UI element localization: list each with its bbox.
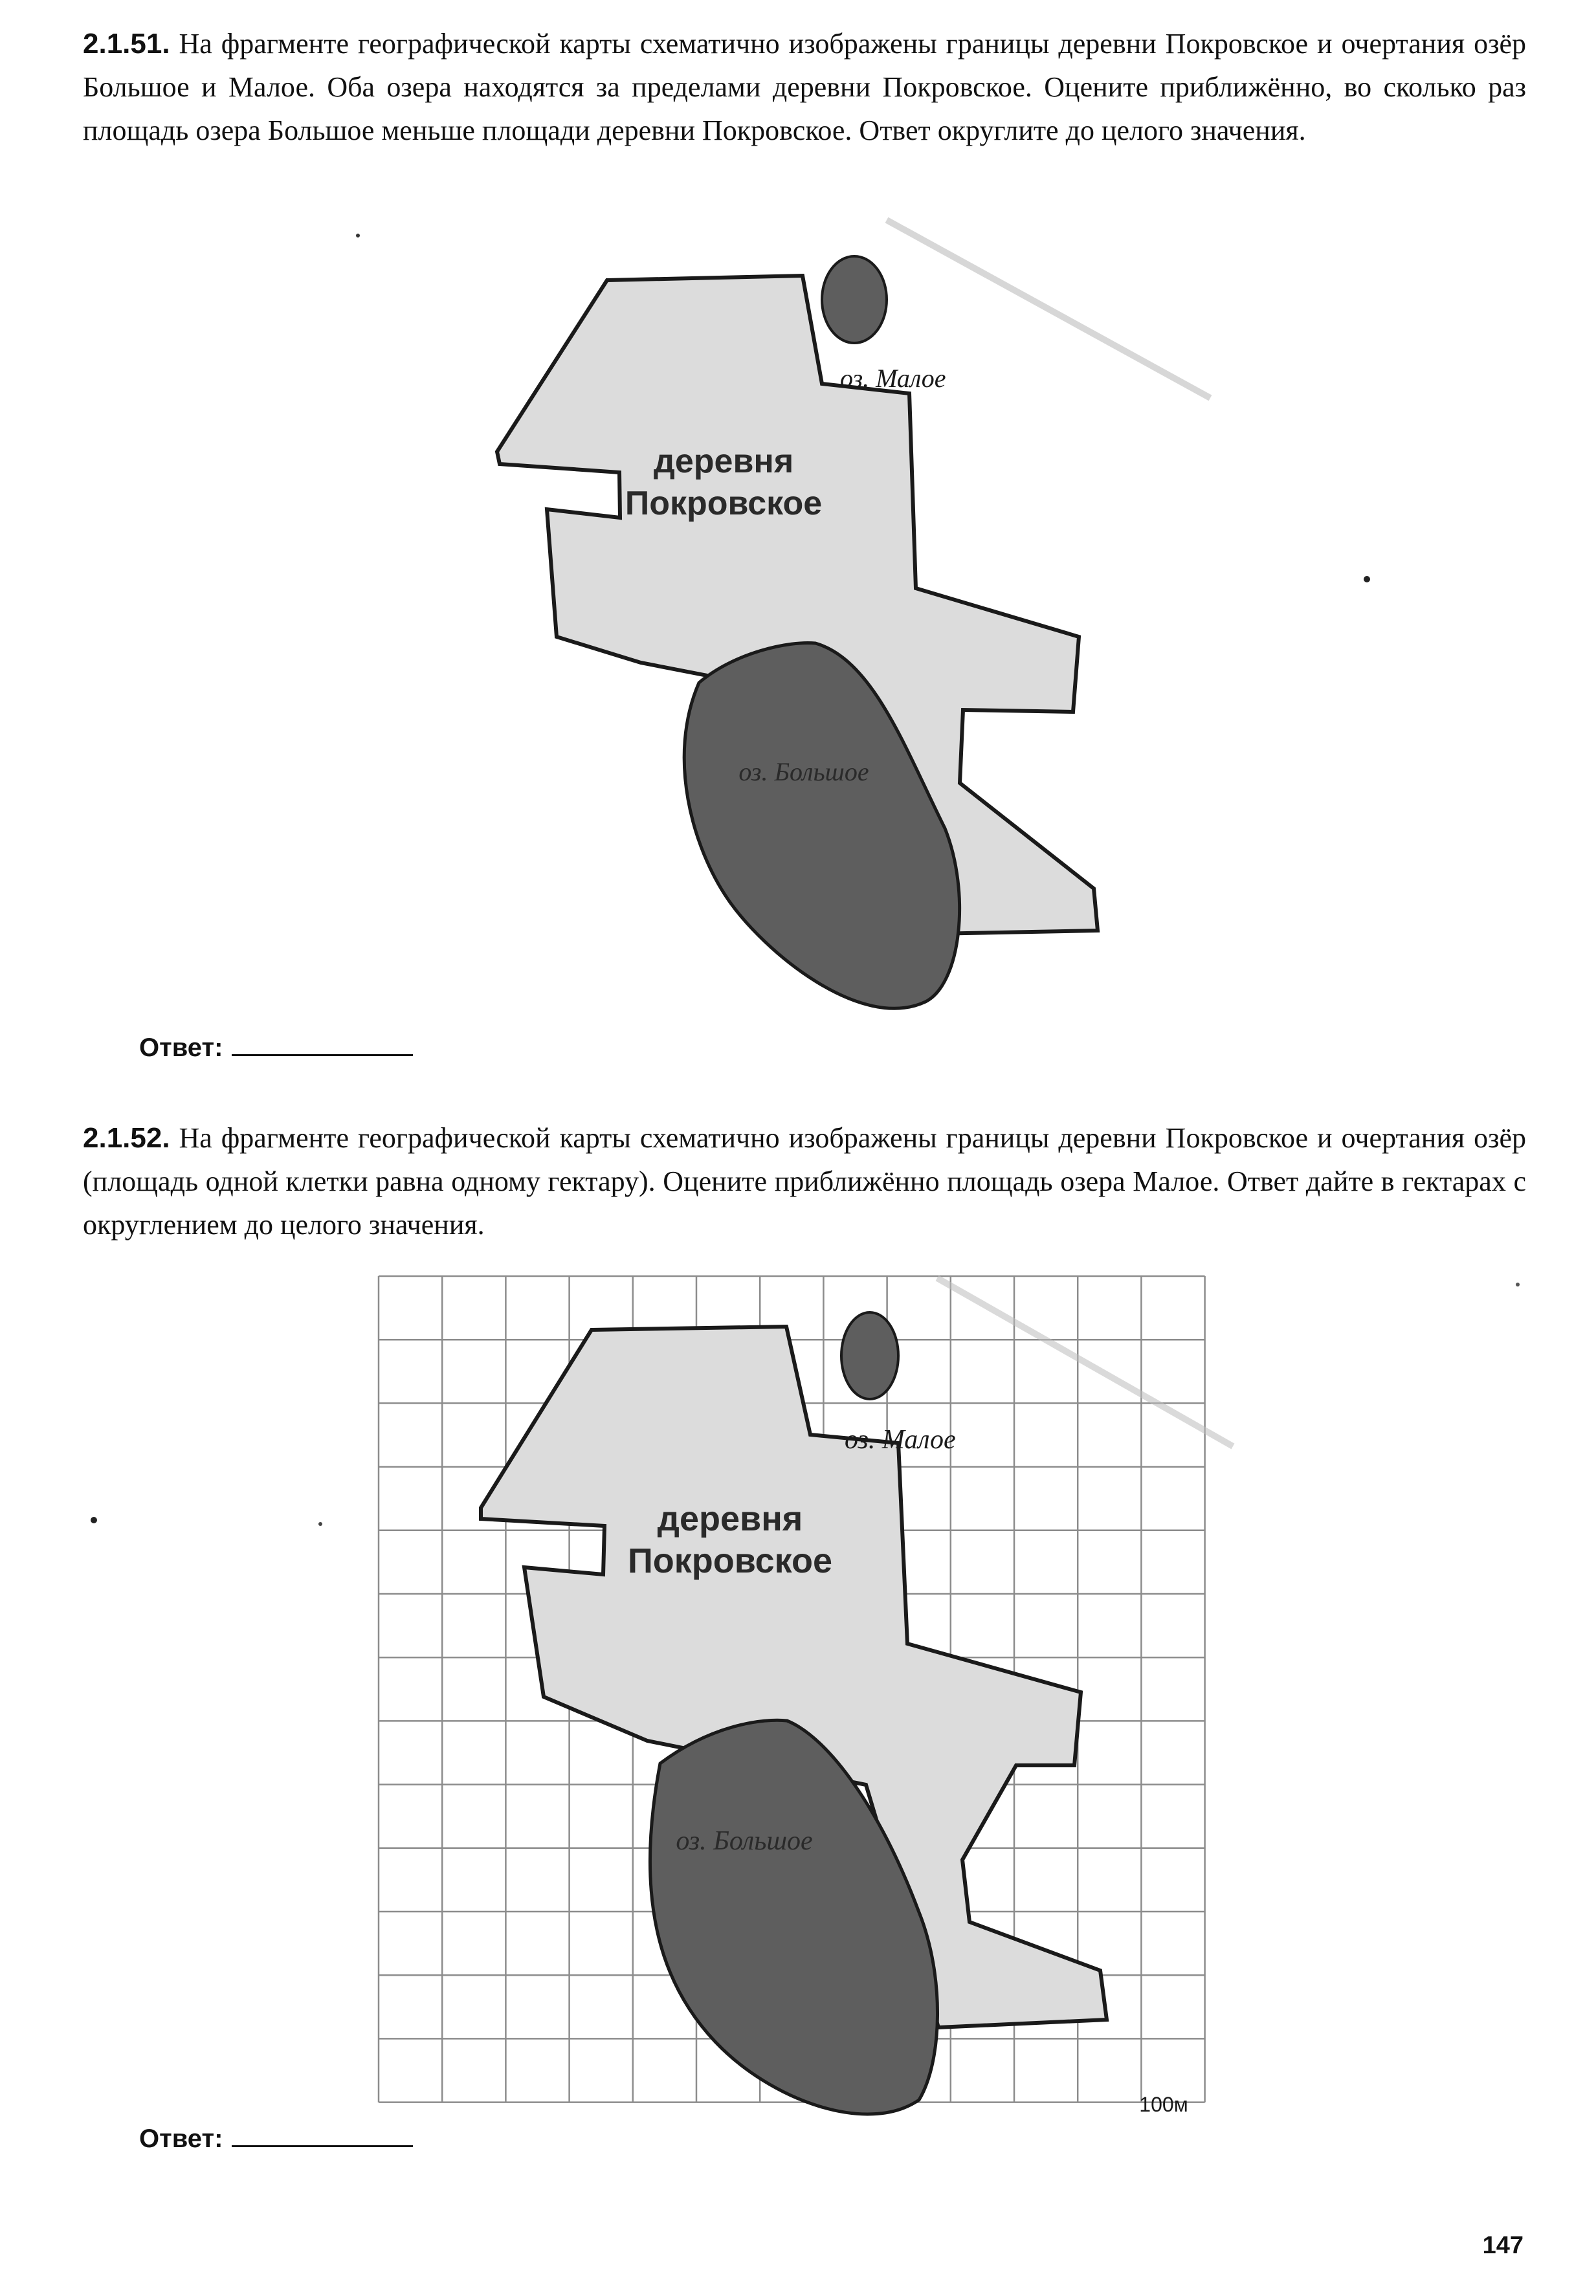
village-label-line2: Покровское bbox=[627, 1541, 833, 1580]
answer-label: Ответ: bbox=[139, 2125, 223, 2153]
village-label-line1: деревня bbox=[653, 443, 794, 480]
answer-label: Ответ: bbox=[139, 1033, 223, 1062]
problem-statement: На фрагменте географической карты схематично изображены границы деревни Покровское и очертания озёр (площадь одной клетки равна одному гектару). Оцените приближённо площадь озера Малое. Ответ дайте в гектарах с округлением до целого значения. bbox=[83, 1122, 1526, 1241]
lake-small-label: оз. Малое bbox=[840, 364, 946, 393]
village-label-line1: деревня bbox=[657, 1499, 803, 1538]
lake-big-label: оз. Большое bbox=[676, 1826, 813, 1856]
problem-2-1-52-text bbox=[83, 1116, 1526, 1246]
lake-maloe bbox=[841, 1312, 898, 1399]
problem-2-1-51-text bbox=[83, 22, 1526, 152]
answer-row-2 bbox=[139, 2125, 413, 2154]
answer-blank[interactable] bbox=[232, 1052, 413, 1056]
lake-maloe bbox=[822, 256, 887, 343]
map-pokrovskoe-1 bbox=[485, 207, 1223, 1029]
problem-number: 2.1.52. bbox=[83, 1122, 170, 1154]
answer-row-1 bbox=[139, 1033, 413, 1063]
scan-speck bbox=[1364, 576, 1370, 582]
village-label-line2: Покровское bbox=[625, 485, 823, 522]
scale-label: 100м bbox=[1139, 2093, 1188, 2116]
scan-speck bbox=[1516, 1283, 1520, 1286]
map-pokrovskoe-2-grid bbox=[375, 1265, 1236, 2145]
lake-big-label: оз. Большое bbox=[738, 757, 869, 786]
lake-small-label: оз. Малое bbox=[845, 1425, 956, 1455]
page-number: 147 bbox=[1482, 2232, 1524, 2259]
scan-speck bbox=[318, 1522, 322, 1526]
answer-blank[interactable] bbox=[232, 2143, 413, 2147]
scan-speck bbox=[91, 1517, 97, 1523]
scan-streak bbox=[937, 1278, 1233, 1446]
problem-number: 2.1.51. bbox=[83, 28, 170, 60]
problem-statement: На фрагменте географической карты схематично изображены границы деревни Покровское и очертания озёр Большое и Малое. Оба озера находятся за пределами деревни Покровское. Оцените приближённо, во сколько раз площадь озера Большое меньше площади деревни Покровское. Ответ округлите до целого значения. bbox=[83, 28, 1526, 146]
scan-speck bbox=[356, 234, 360, 237]
